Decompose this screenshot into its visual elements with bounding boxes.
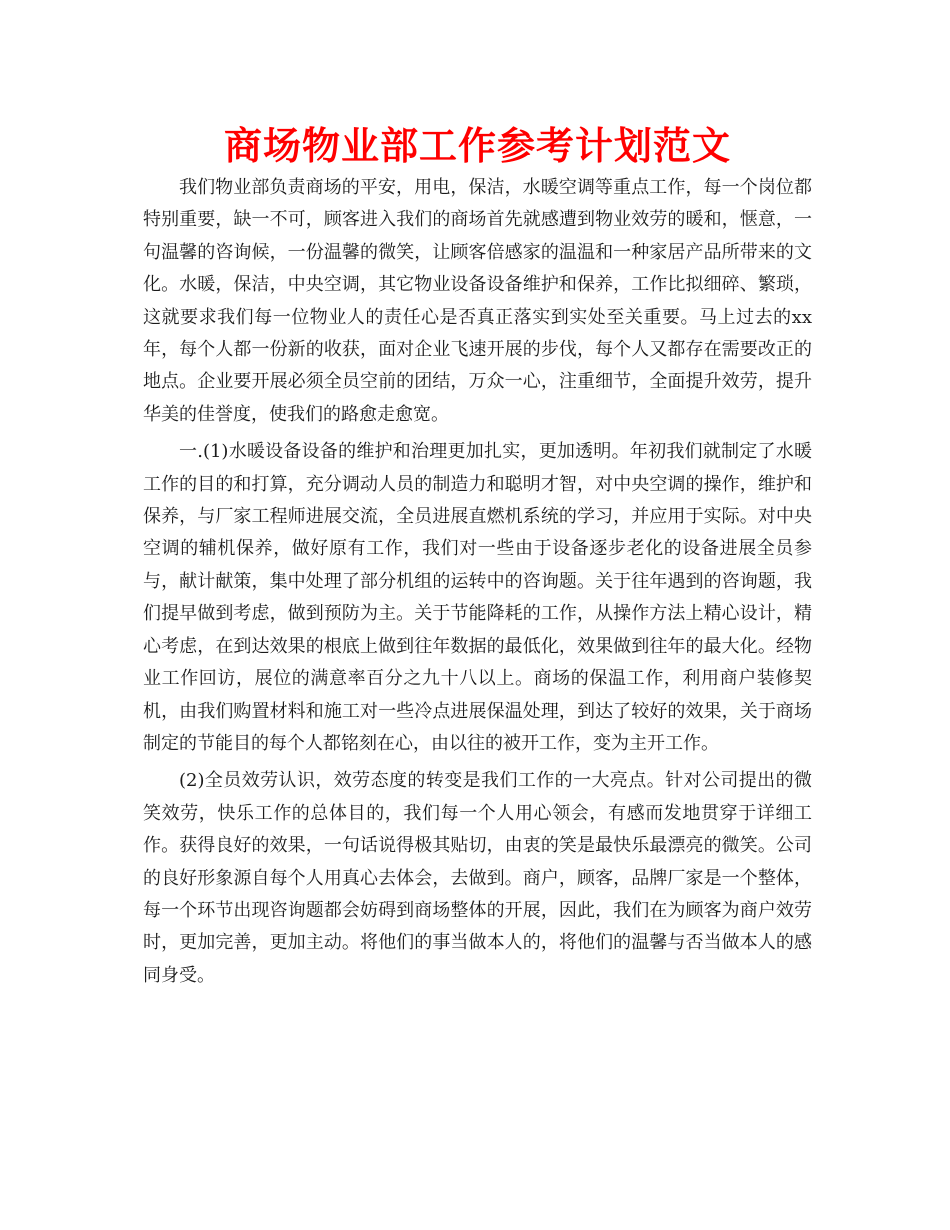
paragraph-section-2: (2)全员效劳认识，效劳态度的转变是我们工作的一大亮点。针对公司提出的微笑效劳，快乐工作的总体目的，我们每一个人用心领会，有感而发地贯穿于详细工作。获得良好的效果，一句话说得极其贴切，由衷的笑是最快乐最漂亮的微笑。公司的良好形象源自每个人用真心去体会，去做到。商户，顾客，品牌厂家是一个整体，每一个环节出现咨询题都会妨碍到商场整体的开展，因此，我们在为顾客为商户效劳时，更加完善，更加主动。将他们的事当做本人的，将他们的温馨与否当做本人的感同身受。 (143, 770, 812, 986)
paragraph-section-1: 一.(1)水暖设备设备的维护和治理更加扎实，更加透明。年初我们就制定了水暖工作的目的和打算，充分调动人员的制造力和聪明才智，对中央空调的操作，维护和保养，与厂家工程师进展交流，全员进展直燃机系统的学习，并应用于实际。对中央空调的辅机保养，做好原有工作，我们对一些由于设备逐步老化的设备进展全员参与，献计献策，集中处理了部分机组的运转中的咨询题。关于往年遇到的咨询题，我们提早做到考虑，做到预防为主。关于节能降耗的工作，从操作方法上精心设计，精心考虑，在到达效果的根底上做到往年数据的最低化，效果做到往年的最大化。经物业工作回访，展位的满意率百分之九十八以上。商场的保温工作，利用商户装修契机，由我们购置材料和施工对一些冷点进展保温处理，到达了较好的效果，关于商场制定的节能目的每个人都铭刻在心，由以往的被开工作，变为主开工作。 (143, 441, 812, 754)
document-title: 商场物业部工作参考计划范文 (223, 123, 731, 168)
paragraph-intro: 我们物业部负责商场的平安，用电，保洁，水暖空调等重点工作，每一个岗位都特别重要，缺一不可，顾客进入我们的商场首先就感遭到物业效劳的暖和，惬意，一句温馨的咨询候，一份温馨的微笑，让顾客倍感家的温温和一种家居产品所带来的文化。水暖，保洁，中央空调，其它物业设备设备维护和保养，工作比拟细碎、繁琐，这就要求我们每一位物业人的责任心是否真正落实到实处至关重要。马上过去的xx年，每个人都一份新的收获，面对企业飞速开展的步伐，每个人又都存在需要改正的地点。企业要开展必须全员空前的团结，万众一心，注重细节，全面提升效劳，提升华美的佳誉度，使我们的路愈走愈宽。 (143, 177, 812, 425)
document-page (143, 120, 812, 997)
